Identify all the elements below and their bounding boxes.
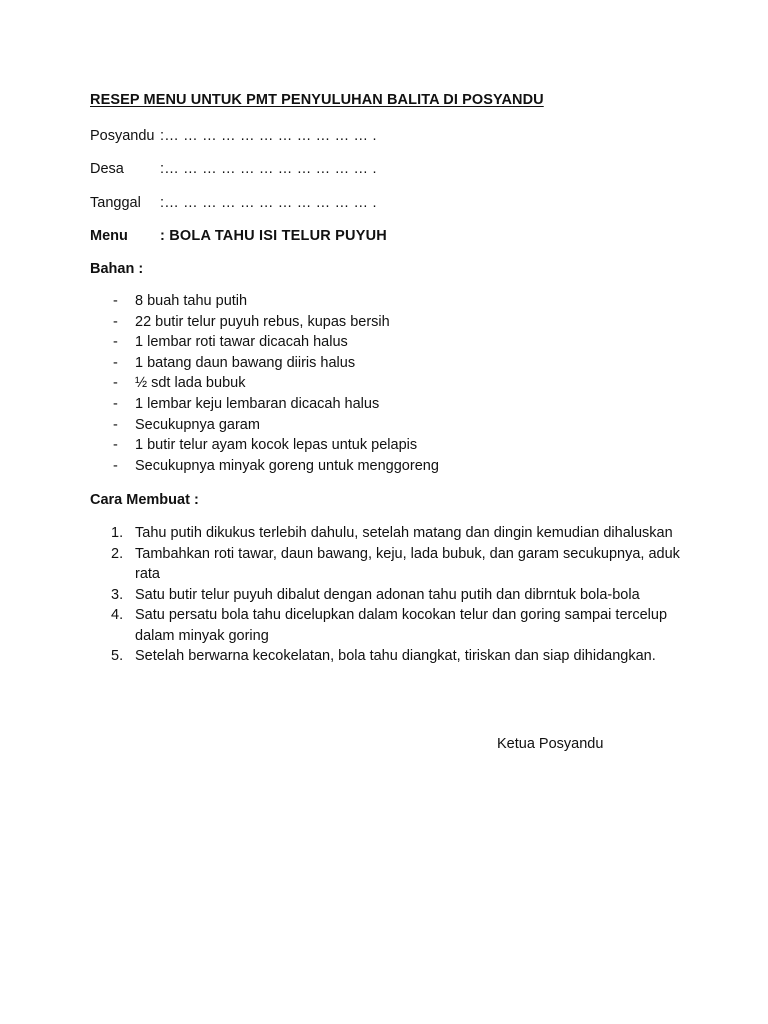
document-title: RESEP MENU UNTUK PMT PENYULUHAN BALITA DI POSYANDU [90,92,544,108]
menu-row [90,226,387,246]
bullet-dash: - [113,437,118,454]
field-desa [90,159,377,179]
bullet-dash: - [113,354,118,371]
step-text: Setelah berwarna kecokelatan, bola tahu diangkat, tiriskan dan siap dihidangkan. [135,648,656,664]
ingredient-text: Secukupnya garam [135,416,260,433]
steps-heading: Cara Membuat : [90,492,199,508]
bullet-dash: - [113,334,118,351]
step-text: Tambahkan roti tawar, daun bawang, keju, lada bubuk, dan garam secukupnya, aduk rata [135,545,680,582]
list-item [90,585,690,606]
ingredient-text: 1 lembar roti tawar dicacah halus [135,334,348,351]
list-item [90,544,690,585]
ingredient-text: ½ sdt lada bubuk [135,375,246,392]
list-item [90,291,439,312]
field-desa-value: :… … … … … … … … … … … . [160,161,377,177]
step-text: Tahu putih dikukus terlebih dahulu, setelah matang dan dingin kemudian dihaluskan [135,525,673,541]
field-desa-label: Desa [90,161,124,177]
bullet-dash: - [113,313,118,330]
list-item [90,332,439,353]
field-posyandu [90,126,377,146]
list-item [90,646,690,667]
ingredient-text: 8 buah tahu putih [135,293,248,309]
ingredients-heading: Bahan : [90,261,144,277]
list-item [90,373,439,394]
bullet-dash: - [113,293,118,309]
ingredient-text: Secukupnya minyak goreng untuk menggoreng [135,457,439,474]
field-posyandu-label: Posyandu [90,128,155,144]
bullet-dash: - [113,395,118,412]
ingredient-text: 1 lembar keju lembaran dicacah halus [135,395,380,412]
step-text: Satu butir telur puyuh dibalut dengan adonan tahu putih dan dibrntuk bola-bola [135,586,640,603]
ingredients-list [90,291,439,476]
steps-list [90,523,690,667]
step-number: 5. [111,648,124,664]
field-tanggal [90,193,377,213]
list-item [90,435,439,456]
step-number: 3. [111,586,124,603]
list-item [90,456,439,477]
bullet-dash: - [113,457,118,474]
signature-label: Ketua Posyandu [497,736,604,752]
list-item [90,415,439,436]
menu-value: : BOLA TAHU ISI TELUR PUYUH [160,228,387,244]
step-number: 2. [111,545,124,562]
menu-label: Menu [90,228,128,244]
list-item [90,312,439,333]
step-number: 4. [111,607,124,623]
bullet-dash: - [113,416,118,433]
list-item [90,353,439,374]
ingredient-text: 1 batang daun bawang diiris halus [135,354,356,371]
list-item [90,523,690,544]
step-text: Satu persatu bola tahu dicelupkan dalam kocokan telur dan goring sampai tercelup dalam minyak goring [135,607,668,644]
field-tanggal-value: :… … … … … … … … … … … . [160,195,377,211]
list-item [90,394,439,415]
list-item [90,605,690,646]
step-number: 1. [111,525,124,541]
ingredient-text: 22 butir telur puyuh rebus, kupas bersih [135,313,390,330]
field-posyandu-value: :… … … … … … … … … … … . [160,128,377,144]
field-tanggal-label: Tanggal [90,195,141,211]
bullet-dash: - [113,375,118,392]
ingredient-text: 1 butir telur ayam kocok lepas untuk pelapis [135,437,418,454]
